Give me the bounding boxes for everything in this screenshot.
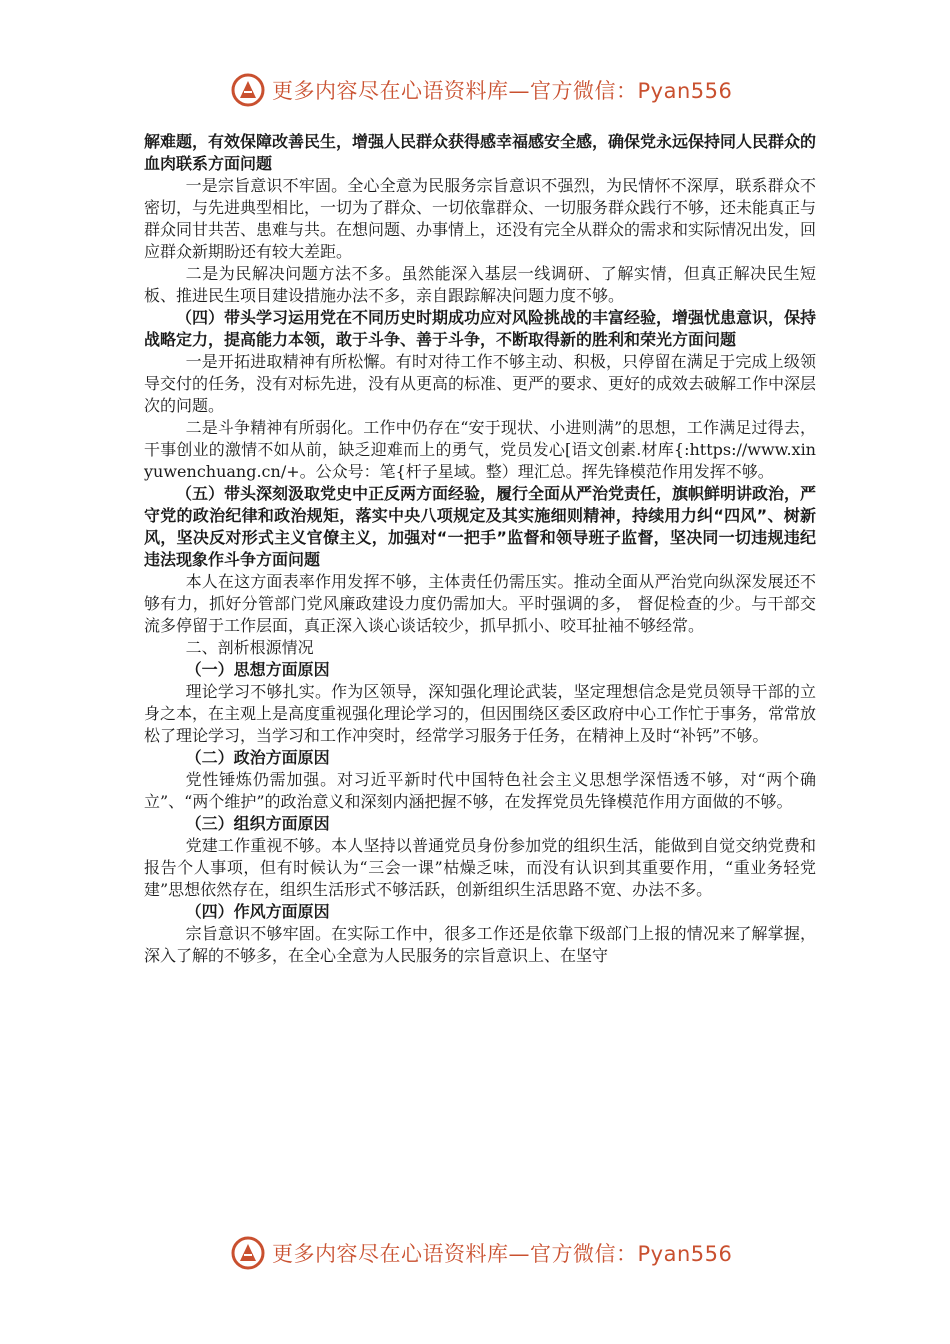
section-heading: （四）带头学习运用党在不同历史时期成功应对风险挑战的丰富经验，增强忧患意识，保持战略定力，提高能力本领，敢于斗争、善于斗争，不断取得新的胜利和荣光方面问题 — [144, 308, 817, 349]
banner-text: 更多内容尽在心语资料库—官方微信：Pyan556 — [272, 1242, 733, 1266]
paragraph: 二是为民解决问题方法不多。虽然能深入基层一线调研、了解实情，但真正解决民生短板、推进民生项目建设措施办法不多，亲自跟踪解决问题力度不够。 — [144, 264, 816, 305]
subsection-heading: （二）政治方面原因 — [185, 748, 330, 767]
subsection-heading: （四）作风方面原因 — [185, 902, 330, 921]
paragraph: 本人在这方面表率作用发挥不够，主体责任仍需压实。推动全面从严治党向纵深发展还不够有力，抓好分管部门党风廉政建设力度仍需加大。平时强调的多， 督促检查的少。与干部交流多停留于工作层面，真正深入谈心谈话较少，抓早抓小、咬耳扯袖不够经常。 — [144, 572, 816, 635]
paragraph: 党建工作重视不够。本人坚持以普通党员身份参加党的组织生活，能做到自觉交纳党费和报告个人事项，但有时候认为“三会一课”枯燥乏味，而没有认识到其重要作用，“重业务轻党建”思想依然存在，组织生活形式不够活跃，创新组织生活思路不宽、办法不多。 — [144, 836, 816, 899]
footer-banner — [230, 1235, 732, 1271]
subsection-heading: （一）思想方面原因 — [185, 660, 330, 679]
banner-text: 更多内容尽在心语资料库—官方微信：Pyan556 — [272, 79, 733, 103]
subsection-heading: （三）组织方面原因 — [185, 814, 330, 833]
paragraph: 党性锤炼仍需加强。对习近平新时代中国特色社会主义思想学深悟透不够，对“两个确立”、“两个维护”的政治意义和深刻内涵把握不够，在发挥党员先锋模范作用方面做的不够。 — [144, 770, 816, 811]
paragraph: 理论学习不够扎实。作为区领导，深知强化理论武装，坚定理想信念是党员领导干部的立身之本，在主观上是高度重视强化理论学习的，但因围绕区委区政府中心工作忙于事务，常常放松了理论学习，当学习和工作冲突时，经常学习服务于任务，在精神上及时“补钙”不够。 — [144, 682, 817, 745]
brand-logo-icon — [230, 72, 266, 108]
paragraph: 一是宗旨意识不牢固。全心全意为民服务宗旨意识不强烈，为民情怀不深厚，联系群众不密切，与先进典型相比，一切为了群众、一切依靠群众、一切服务群众践行不够，还未能真正与群众同甘共苦、患难与共。在想问题、办事情上，还没有完全从群众的需求和实际情况出发，回应群众新期盼还有较大差距。 — [144, 176, 817, 261]
section-heading: 二、剖析根源情况 — [185, 638, 314, 657]
header-banner — [230, 72, 732, 108]
paragraph: 宗旨意识不够牢固。在实际工作中，很多工作还是依靠下级部门上报的情况来了解掌握，深入了解的不够多，在全心全意为人民服务的宗旨意识上、在坚守 — [144, 924, 816, 965]
paragraph: 二是斗争精神有所弱化。工作中仍存在“安于现状、小进则满”的思想，工作满足过得去，干事创业的激情不如从前，缺乏迎难而上的勇气，党员发心[语文创素.材库{:https://www.xinyuwenchuang.cn/+。公众号：笔{杆子星域。整）理汇总。挥先锋模范作用发挥不够。 — [144, 418, 816, 481]
brand-logo-icon — [230, 1235, 266, 1271]
paragraph: 解难题，有效保障改善民生，增强人民群众获得感幸福感安全感，确保党永远保持同人民群众的血肉联系方面问题 — [144, 132, 817, 173]
document-body — [144, 131, 816, 967]
section-heading: （五）带头深刻汲取党史中正反两方面经验，履行全面从严治党责任，旗帜鲜明讲政治，严守党的政治纪律和政治规矩，落实中央八项规定及其实施细则精神，持续用力纠“四风”、树新风，坚决反对形式主义官僚主义，加强对“一把手”监督和领导班子监督，坚决同一切违规违纪违法现象作斗争方面问题 — [144, 484, 817, 569]
paragraph: 一是开拓进取精神有所松懈。有时对待工作不够主动、积极，只停留在满足于完成上级领导交付的任务，没有对标先进，没有从更高的标准、更严的要求、更好的成效去破解工作中深层次的问题。 — [144, 352, 817, 415]
